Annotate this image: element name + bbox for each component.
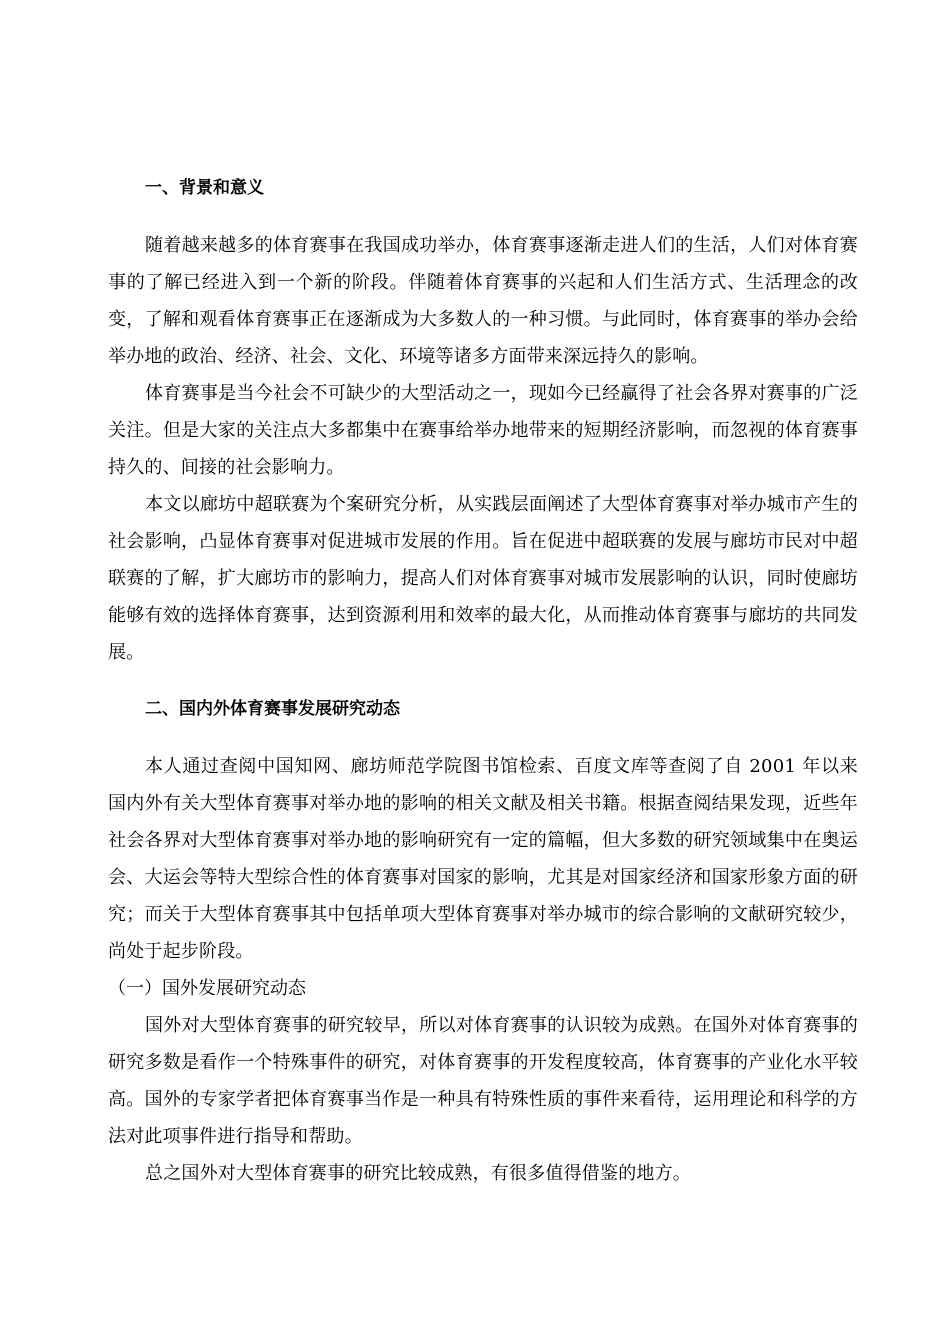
paragraph: 总之国外对大型体育赛事的研究比较成熟，有很多值得借鉴的地方。 xyxy=(145,1163,691,1184)
paragraph: 本文以廊坊中超联赛为个案研究分析，从实践层面阐述了大型体育赛事对举办城市产生的社会影响，凸显体育赛事对促进城市发展的作用。旨在促进中超联赛的发展与廊坊市民对中超联赛的了解，扩大廊坊市的影响力，提高人们对体育赛事对城市发展影响的认识，同时使廊坊能够有效的选择体育赛事，达到资源利用和效率的最大化，从而推动体育赛事与廊坊的共同发展。 xyxy=(108,494,858,663)
subsection-heading-foreign: （一）国外发展研究动态 xyxy=(108,978,306,999)
section-heading-research-status: 二、国内外体育赛事发展研究动态 xyxy=(145,699,400,719)
paragraph: 体育赛事是当今社会不可缺少的大型活动之一，现如今已经赢得了社会各界对赛事的广泛关注。但是大家的关注点大多都集中在赛事给举办地带来的短期经济影响，而忽视的体育赛事持久的、间接的社会影响力。 xyxy=(108,383,858,478)
paragraph: 随着越来越多的体育赛事在我国成功举办，体育赛事逐渐走进人们的生活，人们对体育赛事的了解已经进入到一个新的阶段。伴随着体育赛事的兴起和人们生活方式、生活理念的改变，了解和观看体育赛事正在逐渐成为大多数人的一种习惯。与此同时，体育赛事的举办会给举办地的政治、经济、社会、文化、环境等诸多方面带来深远持久的影响。 xyxy=(108,235,858,367)
section-heading-background: 一、背景和意义 xyxy=(145,178,264,198)
paragraph: 国外对大型体育赛事的研究较早，所以对体育赛事的认识较为成熟。在国外对体育赛事的研究多数是看作一个特殊事件的研究，对体育赛事的开发程度较高，体育赛事的产业化水平较高。国外的专家学者把体育赛事当作是一种具有特殊性质的事件来看待，运用理论和科学的方法对此项事件进行指导和帮助。 xyxy=(108,1015,858,1147)
paragraph: 本人通过查阅中国知网、廊坊师范学院图书馆检索、百度文库等查阅了自 2001 年以来国内外有关大型体育赛事对举办地的影响的相关文献及相关书籍。根据查阅结果发现，近些年社会各界对大型体育赛事对举办地的影响研究有一定的篇幅，但大多数的研究领域集中在奥运会、大运会等特大型综合性的体育赛事对国家的影响，尤其是对国家经济和国家形象方面的研究；而关于大型体育赛事其中包括单项大型体育赛事对举办城市的综合影响的文献研究较少，尚处于起步阶段。 xyxy=(108,756,858,962)
document-page xyxy=(108,170,858,1192)
